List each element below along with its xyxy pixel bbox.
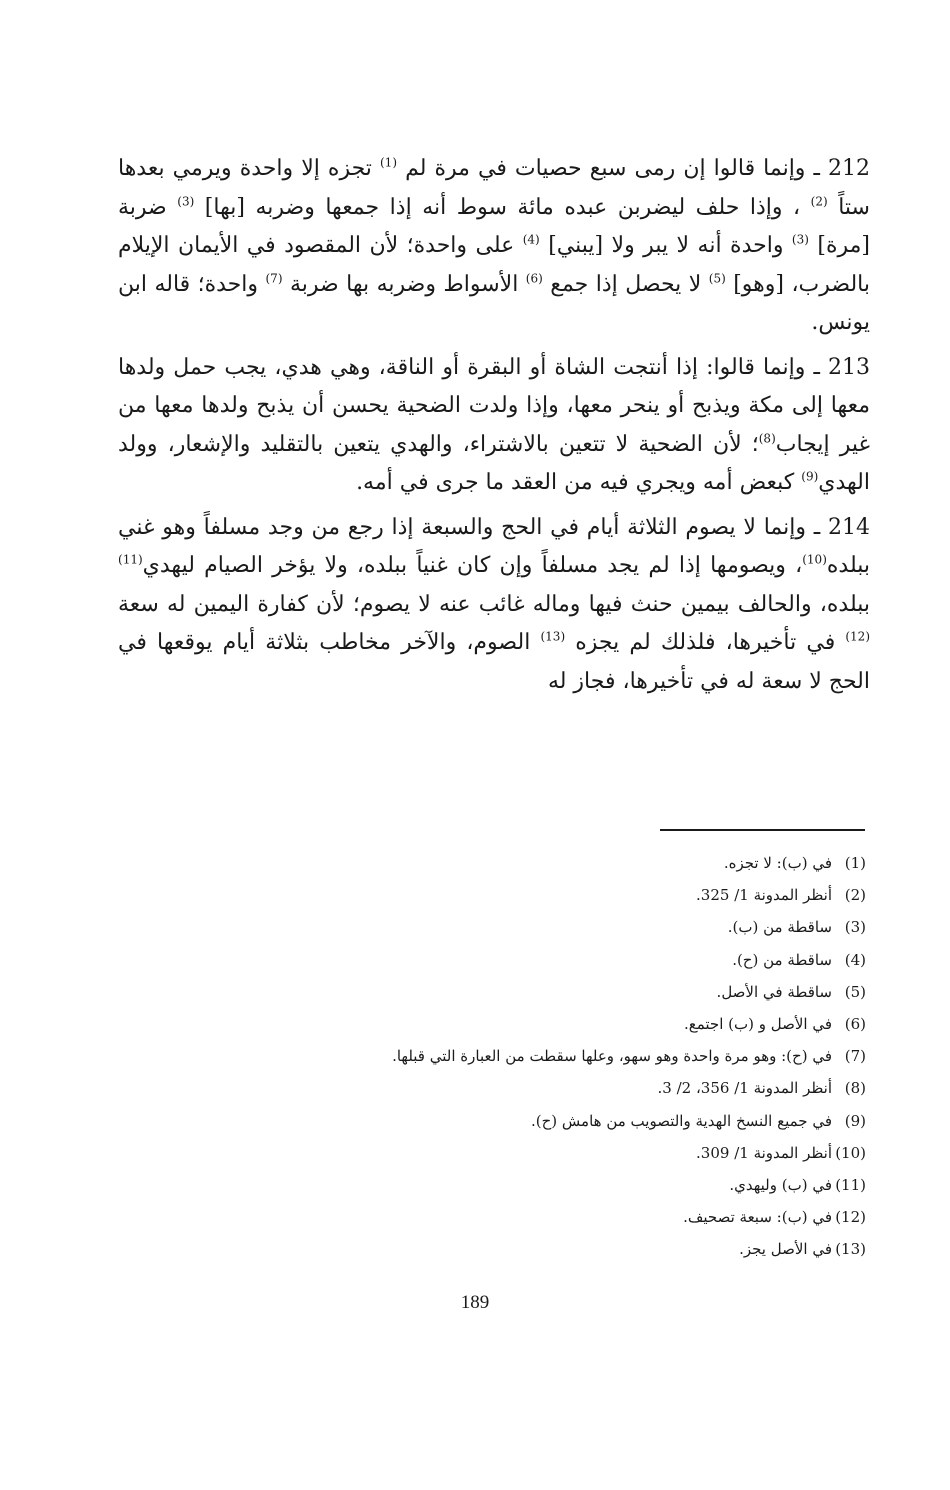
footnote-item	[100, 1201, 866, 1233]
footnote-number: (5)	[844, 982, 866, 1001]
main-text-body	[118, 150, 870, 707]
footnote-marker: (11)	[118, 552, 143, 567]
text-segment: ببلده، والحالف بيمين حنث فيها وماله غائب عنه لا يصوم؛ لأن كفارة اليمين له سعة	[118, 591, 870, 617]
footnote-item	[100, 944, 866, 976]
text-segment: ، وإذا حلف ليضربن عبده مائة سوط أنه إذا جمعها وضربه [بها]	[194, 194, 811, 220]
footnote-separator	[660, 829, 865, 831]
paragraph-2	[118, 349, 870, 503]
footnote-item	[100, 847, 866, 879]
footnote-number: (12)	[835, 1208, 866, 1227]
footnote-text: أنظر المدونة 1/ 309.	[696, 1143, 832, 1162]
footnote-number: (3)	[844, 918, 866, 937]
text-segment: على واحدة؛ لأن المقصود في الأيمان الإيلام بالضرب، [وهو]	[118, 233, 870, 297]
footnote-number: (11)	[835, 1176, 866, 1195]
footnote-number: (10)	[835, 1143, 866, 1162]
footnote-number: (7)	[844, 1047, 866, 1066]
footnote-item	[100, 1072, 866, 1104]
text-segment: ، ويصومها إذا لم يجد مسلفاً وإن كان غنياً ببلده، ولا يؤخر الصيام ليهدي	[142, 553, 803, 578]
footnote-text: أنظر المدونة 1/ 356، 2/ 3.	[657, 1079, 832, 1098]
footnote-number: (8)	[844, 1079, 866, 1098]
footnote-marker: (6)	[525, 271, 543, 286]
footnote-marker: (13)	[540, 629, 566, 644]
footnotes-list	[100, 847, 866, 1266]
footnote-marker: (4)	[522, 232, 540, 247]
text-segment: واحدة أنه لا يبر ولا [يبني]	[539, 233, 792, 258]
footnote-text: ساقطة من (ب).	[727, 918, 832, 937]
footnote-number: (13)	[835, 1240, 866, 1259]
footnote-text: في (ب) وليهدي.	[729, 1176, 832, 1195]
text-segment: كبعض أمه ويجري فيه من العقد ما جرى في أمه.	[356, 470, 802, 495]
footnote-text: في الأصل يجز.	[739, 1240, 832, 1259]
paragraph-3	[118, 509, 870, 702]
text-segment: ضربة [مرة]	[118, 194, 871, 258]
footnote-text: في جميع النسخ الهدية والتصويب من هامش (ح).	[531, 1111, 832, 1130]
footnote-text: ساقطة في الأصل.	[716, 982, 832, 1001]
footnote-marker: (8)	[758, 431, 776, 446]
paragraph-1	[118, 150, 870, 343]
footnote-marker: (9)	[801, 469, 819, 484]
footnote-item	[100, 911, 866, 943]
footnote-marker: (10)	[802, 552, 827, 567]
footnote-item	[100, 1137, 866, 1169]
footnote-number: (2)	[844, 886, 866, 905]
text-segment: 213 ـ وإنما قالوا: إذا أنتجت الشاة أو البقرة أو الناقة، وهي هدي، يجب حمل ولدها معها إلى مكة ويذبح أو ينحر معها، وإذا ولدت الضحية يحسن أن يذبح ولدها معها من غير إيجاب	[118, 354, 870, 457]
footnote-marker: (5)	[708, 271, 726, 286]
footnote-item	[100, 1233, 866, 1265]
footnote-item	[100, 1008, 866, 1040]
footnote-text: في الأصل و (ب) اجتمع.	[683, 1015, 832, 1034]
footnote-text: أنظر المدونة 1/ 325.	[696, 886, 832, 905]
text-segment: الصوم، والآخر مخاطب بثلاثة أيام يوقعها في الحج لا سعة له في تأخيرها، فجاز له	[118, 630, 870, 694]
footnote-marker: (7)	[265, 271, 283, 286]
page-number: 189	[460, 1292, 490, 1313]
footnote-text: في (ح): وهو مرة واحدة وهو سهو، وعلها سقطت من العبارة التي قبلها.	[392, 1047, 832, 1066]
text-segment: واحدة؛ قاله ابن يونس.	[118, 271, 870, 335]
footnote-number: (6)	[844, 1015, 866, 1034]
footnote-text: في (ب): لا تجزه.	[723, 854, 832, 872]
footnote-marker: (2)	[810, 194, 828, 209]
text-segment: ؛ لأن الضحية لا تتعين بالاشتراء، والهدي يتعين بالتقليد والإشعار، وولد الهدي	[118, 431, 870, 495]
footnote-number: (4)	[844, 950, 866, 969]
text-segment: الأسواط وضربه بها ضربة	[282, 271, 526, 297]
footnote-item	[100, 879, 866, 911]
text-segment: في تأخيرها، فلذلك لم يجزه	[565, 630, 846, 655]
footnote-text: ساقطة من (ح).	[732, 950, 832, 969]
footnote-marker: (1)	[379, 155, 397, 170]
text-segment: 212 ـ وإنما قالوا إن رمى سبع حصيات في مرة لم	[397, 156, 870, 181]
footnote-marker: (3)	[791, 232, 809, 247]
footnote-marker: (12)	[845, 629, 871, 644]
footnote-number: (1)	[844, 854, 866, 872]
footnote-text: في (ب): سبعة تصحيف.	[683, 1208, 832, 1227]
footnote-item	[100, 1105, 866, 1137]
footnote-item	[100, 1169, 866, 1201]
footnote-item	[100, 1040, 866, 1072]
text-segment: لا يحصل إذا جمع	[542, 271, 709, 297]
text-segment: 214 ـ وإنما لا يصوم الثلاثة أيام في الحج والسبعة إذا رجع من وجد مسلفاً وهو غني ببلده	[118, 514, 870, 578]
footnote-item	[100, 976, 866, 1008]
footnote-marker: (3)	[177, 194, 195, 209]
text-segment: تجزه إلا واحدة ويرمي بعدها ستاً	[118, 156, 870, 220]
footnote-number: (9)	[844, 1111, 866, 1130]
